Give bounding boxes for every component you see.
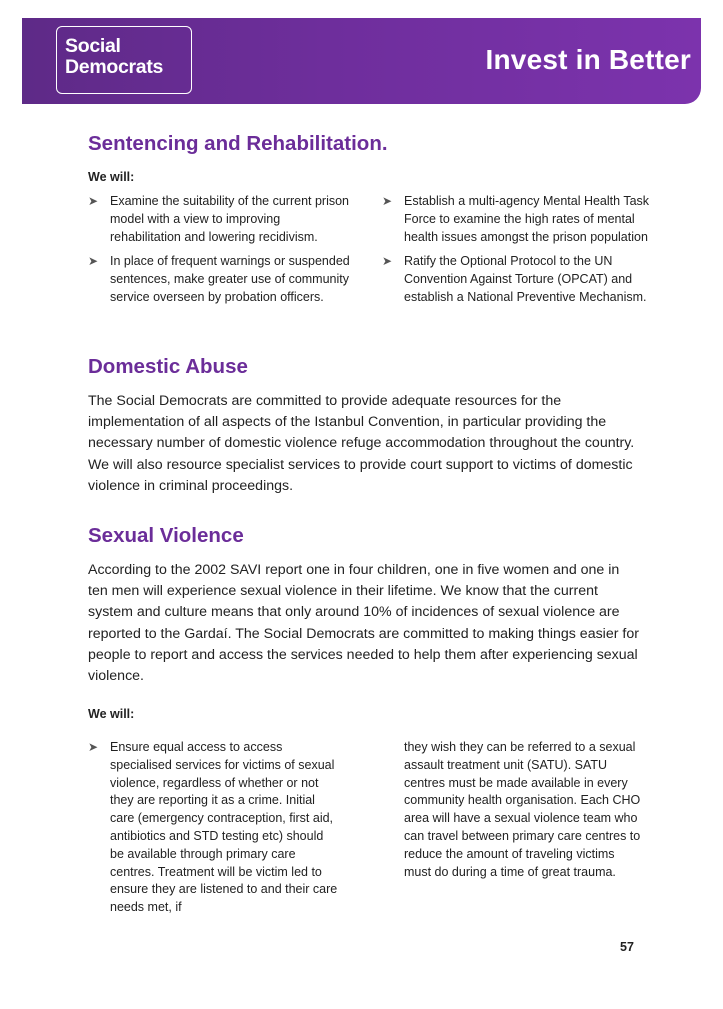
arrow-bullet-icon: ➤ <box>382 254 393 269</box>
sexual-violence-list <box>88 739 340 924</box>
social-democrats-logo <box>56 26 192 94</box>
page-number: 57 <box>620 940 634 954</box>
we-will-label-2: We will: <box>88 707 135 721</box>
arrow-bullet-icon: ➤ <box>88 194 99 208</box>
header-banner <box>22 18 701 104</box>
list-item: ➤ Examine the suitability of the current prison model with a view to improving rehabilitation and lowering recidivism. <box>88 194 350 244</box>
list-item: ➤ Establish a multi-agency Mental Health Task Force to examine the high rates of mental health issues amongst the prison population <box>382 194 650 244</box>
sexual-violence-paragraph: According to the 2002 SAVI report one in four children, one in five women and one in ten men will experience sexual violence in their lifetime. We know that the current system and culture means that only around 10% of incidences of sexual violence are reported to the Gardaí. The Social Democrats are committed to making things easier for people to report and access the services needed to help them after experiencing sexual violence. <box>88 562 639 685</box>
arrow-bullet-icon: ➤ <box>382 194 393 208</box>
domestic-abuse-paragraph: The Social Democrats are committed to provide adequate resources for the implementation of all aspects of the Istanbul Convention, in particular providing the necessary number of domestic violence refuge accommodation throughout the country. We will also resource specialist services to provide court support to victims of domestic violence in criminal proceedings. <box>88 393 635 494</box>
logo-line-2: Democrats <box>65 56 164 78</box>
list-item: ➤ Ratify the Optional Protocol to the UN Convention Against Torture (OPCAT) and establish a National Preventive Mechanism. <box>382 254 647 304</box>
arrow-bullet-icon: ➤ <box>88 254 99 269</box>
logo-line-1: Social <box>65 35 121 57</box>
sentencing-left-list <box>88 193 353 314</box>
arrow-bullet-icon: ➤ <box>88 740 99 754</box>
list-item: ➤ Ensure equal access to access specialised services for victims of sexual violence, regardless of whether or not they are reporting it as a crime. Initial care (emergency contraception, first aid, antibiotics and STD testing etc) should be available through primary care centres. Treatment will be victim led to ensure they are listened to and their care needs met, if <box>88 740 338 915</box>
heading-sentencing: Sentencing and Rehabilitation. <box>88 132 388 155</box>
heading-domestic-abuse: Domestic Abuse <box>88 355 248 378</box>
we-will-label-1: We will: <box>88 170 135 184</box>
heading-sexual-violence: Sexual Violence <box>88 524 244 547</box>
bullet-continuation: they wish they can be referred to a sexual assault treatment unit (SATU). SATU centres must be made available in every community health organisation. Each CHO area will have a sexual violence team who can travel between primary care centres to reduce the amount of traveling victims must do during a time of great trauma. <box>404 740 641 879</box>
sentencing-right-list <box>382 193 652 314</box>
tagline: Invest in Better <box>485 44 691 75</box>
list-item: ➤ In place of frequent warnings or suspended sentences, make greater use of community service overseen by probation officers. <box>88 254 350 304</box>
